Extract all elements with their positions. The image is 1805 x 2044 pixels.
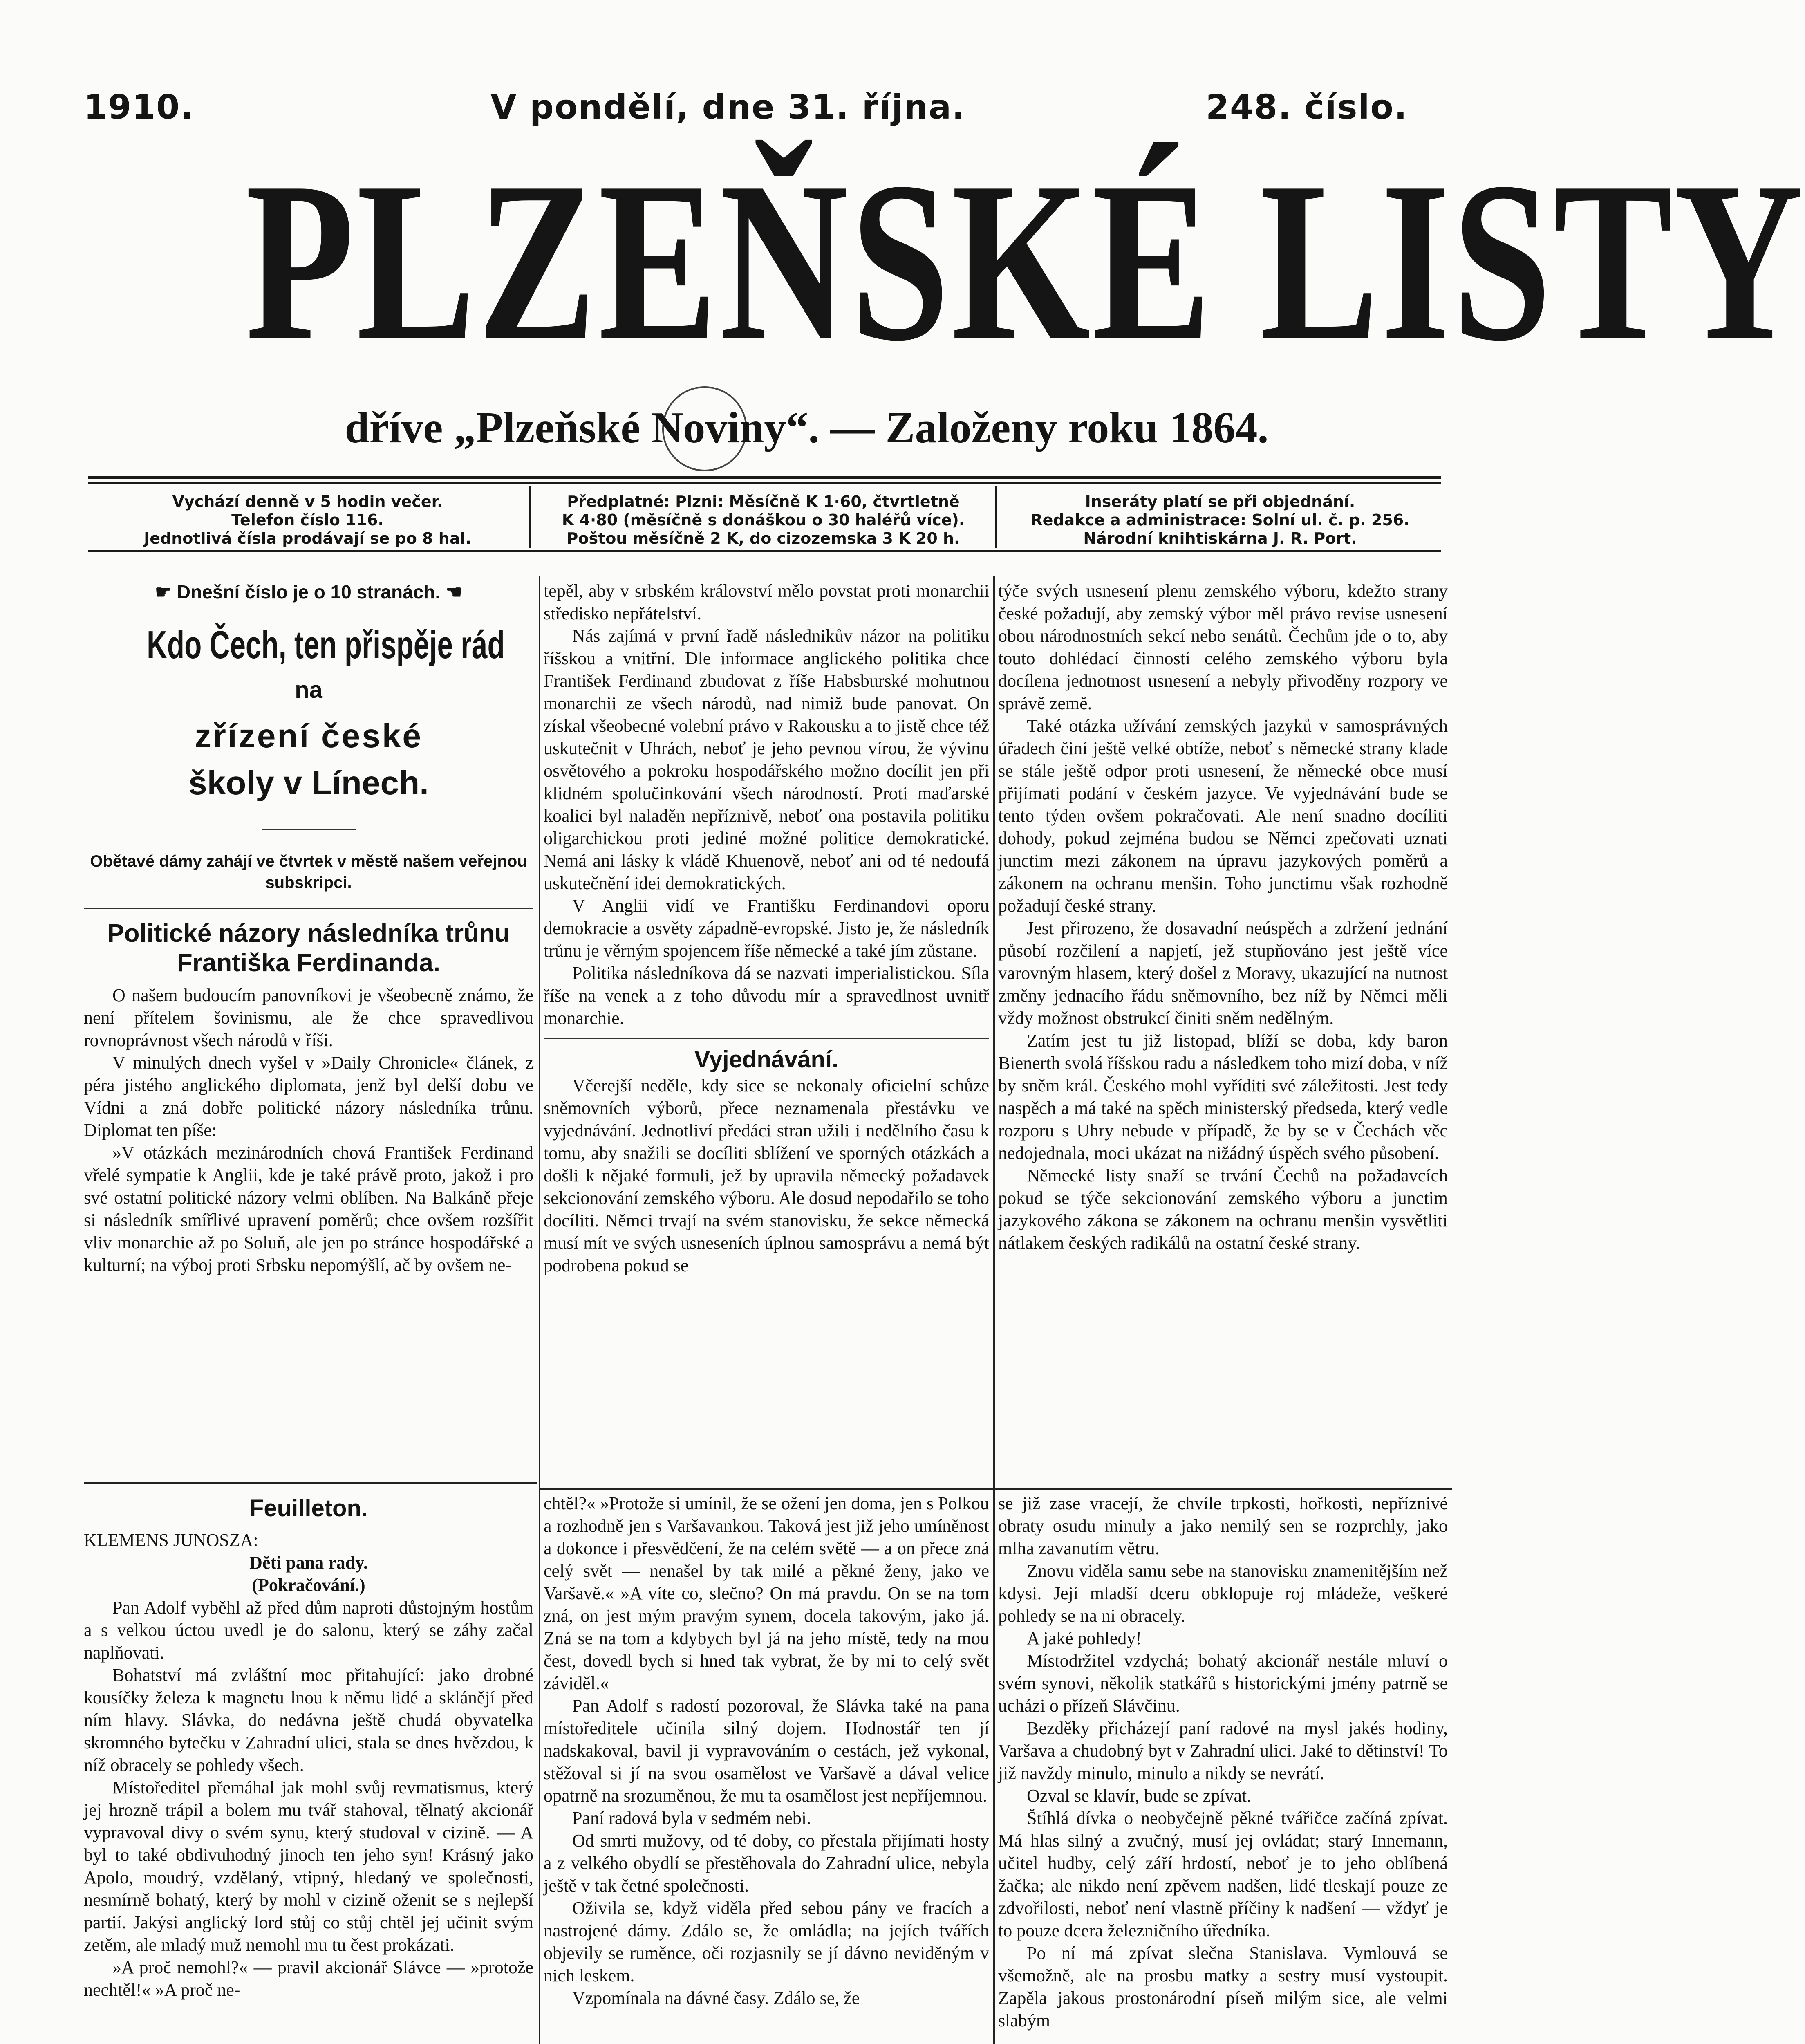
year: 1910. <box>84 88 194 127</box>
section-rule <box>544 1038 989 1039</box>
info-right-line: Redakce a administrace: Solní ul. č. p. 256. <box>1030 511 1410 529</box>
article-paragraph: V minulých dnech vyšel v »Daily Chronicle« článek, z péra jistého anglického diplomata, jenž byl delší dobu ve Vídni a zná dobře politické názory následníka trůnu. Diplomat ten píše: <box>84 1053 533 1140</box>
article-paragraph: »V otázkách mezinárodních chová František Ferdinand vřelé sympatie k Anglii, kde je také právě proto, jakož i pro své ostatní politické názory velmi oblíben. Na Balkáně přeje si následník smířlivé upravení poměrů; chce ovšem rozšířit vliv monarchie až po Soluň, ale jen po stránce hospodářské a kulturní; na výboj proti Srbsku nepomýšlí, ač by ovšem ne- <box>84 1143 533 1275</box>
story-paragraph: Oživila se, když viděla před sebou pány ve fracích a nastrojené dámy. Zdálo se, že omládla; na jejích tvářích objevily se ruměnce, oči rozjasnily se jí dávno neviděným v nich leskem. <box>544 1898 989 1986</box>
section-title: Vyjednávání. <box>694 1046 839 1073</box>
appeal-note: Obětavé dámy zahájí ve čtvrtek v městě našem veřejnou subskripci. <box>90 852 527 892</box>
feuilleton-title: Feuilleton. <box>249 1495 368 1522</box>
pages-note-text: Dnešní číslo je o 10 stranách. <box>177 581 441 603</box>
story-paragraph: Štíhlá dívka o neobyčejně pěkné tvářičce začíná zpívat. Má hlas silný a zvučný, musí jej ovládat; starý Innemann, učitel hudby, celý září hrdostí, neboť je to jeho oblíbená žačka; ale nikdo není zpěvem nadšen, lidé tleskají pouze ze zdvořilosti, neboť není vlastně příčiny k nadšení — vždyť je to pouze dcera železničního úředníka. <box>998 1808 1448 1941</box>
feuilleton-column-2 <box>544 1492 989 2009</box>
section-rule <box>84 908 533 909</box>
feuilleton-column-1 <box>84 1488 533 2001</box>
story-paragraph: se již zase vracejí, že chvíle trpkosti, hořkosti, nepříznivé obraty osudu minuly a jako nemilý sen se rozprchly, jako mlha zavanutím větru. <box>998 1493 1448 1558</box>
article-paragraph: Politika následníkova dá se nazvati imperialistickou. Síla říše na venek a z toho důvodu mír a spravedlnost uvnitř monarchie. <box>544 963 989 1028</box>
appeal-headline: Kdo Čech, ten přispěje rád <box>146 623 505 667</box>
pointing-hand-left-icon: ☛ <box>155 581 172 603</box>
info-left-line: Vychází denně v 5 hodin večer. <box>172 493 443 511</box>
info-top-rule-thin <box>88 482 1441 484</box>
info-bottom-rule <box>88 550 1441 552</box>
section-paragraph: týče svých usnesení plenu zemského výboru, kdežto strany české požadují, aby zemský výbor měl právo revise usnesení obou národnostních sekcí nebo senátů. Čechům jde o to, aby touto dohlédací činností celého zemského výboru byla docílena jednotnost usnesení a nebyly přivoděny rozpory ve správě země. <box>998 581 1448 713</box>
story-paragraph: A jaké pohledy! <box>1027 1628 1142 1648</box>
article-paragraph: O našem budoucím panovníkovi je všeobecně známo, že není přítelem šovinismu, ale že chce spravedlivou rovnoprávnost všech národů v říši. <box>84 985 533 1050</box>
section-paragraph: Také otázka užívání zemských jazyků v samosprávných úřadech činí ještě velké obtíže, neboť s německé strany klade se stále ještě odpor proti usnesení, že německé obce musí přijímati podání v českém jazyce. Ve vyjednávání bude se tento týden ovšem pokračovati. Ale není snadno docíliti dohody, pokud zejména budou se Němci zpečovati uznati junctim mezi zákonem na úpravu jazykových poměrů a zákonem na ochranu menšin. Toho junctimu však rozhodně požadují české strany. <box>998 716 1448 916</box>
story-paragraph: Paní radová byla v sedmém nebi. <box>572 1808 811 1828</box>
info-middle-line: Předplatné: Plzni: Měsíčně K 1·60, čtvrtletně <box>567 493 960 511</box>
feuilleton-rule-left <box>84 1482 537 1484</box>
article-title: Politické názory následníka trůnu Františka Ferdinanda. <box>107 919 510 977</box>
column-rule-1 <box>539 576 540 2044</box>
section-paragraph: Zatím jest tu již listopad, blíží se doba, kdy baron Bienerth svolá říšskou radu a následkem toho mizí doba, v níž by sněm král. Českého mohl vyříditi své záležitosti. Jest tedy naspěch a má také na spěch ministerský předseda, který vedle rozporu s Uhry nebude v případě, že by se v Čechách věc nedojednala, moci ukázat na nižádný úspěch svého působení. <box>998 1031 1448 1163</box>
feuilleton-rule-right <box>540 1488 1452 1490</box>
column-rule-2 <box>993 576 995 2044</box>
info-middle <box>533 493 993 548</box>
appeal-divider <box>262 829 356 830</box>
appeal-na: na <box>295 677 322 703</box>
issue-number: 248. číslo. <box>1206 88 1408 127</box>
story-paragraph: Pan Adolf s radostí pozoroval, že Slávka také na pana místoředitele učinila silný dojem. Hodnostář ten jí nadskakoval, bavil ji vypravováním o cestách, jež vykonal, stěžoval si jí na svou osamělost ve Varšavě a dával velice opatrně na srozuměnou, že mu ta osamělost jest nepříjemnou. <box>544 1696 989 1806</box>
info-top-rule <box>88 476 1441 479</box>
appeal-line-4: školy v Línech. <box>188 764 429 802</box>
column-3 <box>998 580 1448 1254</box>
story-paragraph: Vzpomínala na dávné časy. Zdálo se, že <box>572 1988 860 2008</box>
story-paragraph: »A proč nemohl?« — pravil akcionář Slávce — »protože nechtěl!« »A proč ne- <box>84 1957 533 2000</box>
info-middle-line: K 4·80 (měsíčně s donáškou o 30 haléřů více). <box>562 511 965 529</box>
story-paragraph: Znovu viděla samu sebe na stanovisku znamenitějším než kdysi. Její mladší dceru obklopuje roj mládeže, veškeré pohledy se na ni obracely. <box>998 1561 1448 1626</box>
story-paragraph: Po ní má zpívat slečna Stanislava. Vymlouvá se všemožně, ale na prosbu matky a sestry musí vystoupit. Zapěla jakous prostonárodní píseň milým sice, ale velmi slabým <box>998 1943 1448 2031</box>
article-paragraph: tepěl, aby v srbském království mělo povstat proti monarchii středisko nepřátelství. <box>544 581 989 623</box>
info-middle-line: Poštou měsíčně 2 K, do cizozemska 3 K 20 h. <box>567 529 960 547</box>
info-right-line: Národní knihtiskárna J. R. Port. <box>1083 529 1357 547</box>
article-paragraph: V Anglii vidí ve Františku Ferdinandovi oporu demokracie a osvěty západně-evropské. Jisto je, že následník trůnu je věrným spojencem říše německé a také jím zůstane. <box>544 896 989 961</box>
feuilleton-column-3 <box>998 1492 1448 2032</box>
issue-date: V pondělí, dne 31. října. <box>490 88 966 127</box>
story-paragraph: Bezděky přicházejí paní radové na mysl jakés hodiny, Varšava a chudobný byt v Zahradní ulici. Jaké to dětinství! To již navždy minulo, minulo a nikdy se nevrátí. <box>998 1718 1448 1783</box>
info-left-line: Telefon číslo 116. <box>231 511 384 529</box>
story-paragraph: Místoředitel přemáhal jak mohl svůj revmatismus, který jej hrozně trápil a bolem mu tvář stahoval, tělnatý akcionář vypravoval divy o svém synu, který studoval v cizině. — A byl to také obdivuhodný jinoch ten jeho syn! Krásný jako Apolo, moudrý, vzdělaný, vtipný, hledaný ve společnosti, nesmírně bohatý, který by mohl v cizině oženit se s nejlepší partií. Jakýsi anglický lord stůj co stůj chtěl jej učinit svým zetěm, ale mladý muž nemohl mu tu čest prokázati. <box>84 1777 533 1955</box>
info-right-line: Inseráty platí se při objednání. <box>1085 493 1355 511</box>
masthead-title: PLZEŇSKÉ LISTY <box>245 135 1805 388</box>
info-left-line: Jednotlivá čísla prodávají se po 8 hal. <box>144 529 471 547</box>
story-paragraph: Bohatství má zvláštní moc přitahující: jako drobné kousíčky železa k magnetu lnou k němu lidé a sklánějí před ním hlavy. Slávka, do nedávna ještě chudá obyvatelka skromného bytečku v Zahradní ulici, stala se dnes hvězdou, k níž obracely se pohledy všech. <box>84 1665 533 1775</box>
info-left <box>88 493 527 548</box>
appeal-line-3: zřízení české <box>195 717 423 755</box>
story-title: Děti pana rady. <box>249 1553 368 1573</box>
masthead-subtitle: dříve „Plzeňské Noviny“. — Založeny roku 1864. <box>345 403 1269 452</box>
info-right <box>999 493 1441 548</box>
section-paragraph: Jest přirozeno, že dosavadní neúspěch a zdržení jednání působí rozčilení a napjetí, jež stupňováno jest ještě více varovným hlasem, který došel z Moravy, ukazující na nutnost změny jednacího řádu sněmovního, bez níž by Němci měli vždy možnost obstrukcí činiti sněm nedělným. <box>998 918 1448 1028</box>
info-divider-1 <box>529 486 531 548</box>
story-paragraph: Místodržitel vzdychá; bohatý akcionář nestále mluví o svém synovi, několik statkářů s historickými jmény patrně se ucházi o přízeň Slávčinu. <box>998 1651 1448 1716</box>
pointing-hand-right-icon: ☚ <box>445 581 463 603</box>
story-continued: (Pokračování.) <box>252 1575 365 1595</box>
story-paragraph: Od smrti mužovy, od té doby, co přestala přijímati hosty a z velkého obydlí se přestěhovala do Zahradní ulice, nebyla ještě v tak četné společnosti. <box>544 1831 989 1896</box>
article-paragraph: Nás zajímá v první řadě následnikův názor na politiku říšskou a vnitřní. Dle informace anglického politika chce František Ferdinand zbudovat z říše Habsburské mohutnou monarchii ze všech národů, nad nimiž bude panovat. On získal všeobecné volební právo v Rakousku a to jistě chce též uskutečnit v Uhrách, neboť je jeho pevnou vírou, že vývinu osvětového a pokroku hospodářského možno docílit jen při klidném spolučinkování všech národností. Proti maďarské koalici byl naladěn nepříznivě, neboť ona postavila politiku oligarchickou proti jediné možné politice demokratické. Nemá ani lásky k vládě Khuenově, neboť ani od té nedoufá uskutečnění idei demokratických. <box>544 626 989 893</box>
pages-note <box>84 580 533 604</box>
column-1 <box>84 580 533 1276</box>
info-divider-2 <box>995 486 997 548</box>
section-paragraph: Včerejší neděle, kdy sice se nekonaly oficielní schůze sněmovních výborů, přece neznamenala přestávku ve vyjednávání. Jednotliví předáci stran užili i nedělního času k tomu, aby snažili se docíliti sblížení ve sporných otázkách a došli k nějaké formuli, jež by upravila německý požadavek sekcionování zemského výboru. Ale dosud nepodařilo se toho docíliti. Němci trvají na svém stanovisku, že sekce německá musí mít ve svých usneseních úplnou samosprávu a nemá být podrobena pokud se <box>544 1076 990 1275</box>
feuilleton-author: KLEMENS JUNOSZA: <box>84 1530 258 1550</box>
story-paragraph: chtěl?« »Protože si umínil, že se ožení jen doma, jen s Polkou a rozhodně jen s Varšavankou. Taková jest již jeho umíněnost a dokonce i přesvědčení, že na celém světě — a on přece zná celý svět — nenašel by tak milé a pěkné ženy, jako ve Varšavě.« »A víte co, slečno? On má pravdu. On se na tom zná, on jest mým pravým synem, docela takovým, jako já. Zná se na tom a kdybych byl já na jeho místě, tedy na mou čest, dovedl bych si hned tak vybrat, že by mi to celý svět záviděl.« <box>544 1493 989 1693</box>
story-paragraph: Pan Adolf vyběhl až před dům naproti důstojným hostům a s velkou úctou uvedl je do salonu, který se záhy začal naplňovati. <box>84 1598 533 1663</box>
column-2 <box>544 580 989 1277</box>
story-paragraph: Ozval se klavír, bude se zpívat. <box>1027 1786 1252 1806</box>
section-paragraph: Německé listy snaží se trvání Čechů na požadavcích pokud se týče sekcionování zemského výboru a junctim jazykového zákona se zákonem na ochranu menšin vysvětliti nátlakem českých radikálů na ostatní české strany. <box>998 1165 1448 1253</box>
article-body <box>84 984 533 1276</box>
